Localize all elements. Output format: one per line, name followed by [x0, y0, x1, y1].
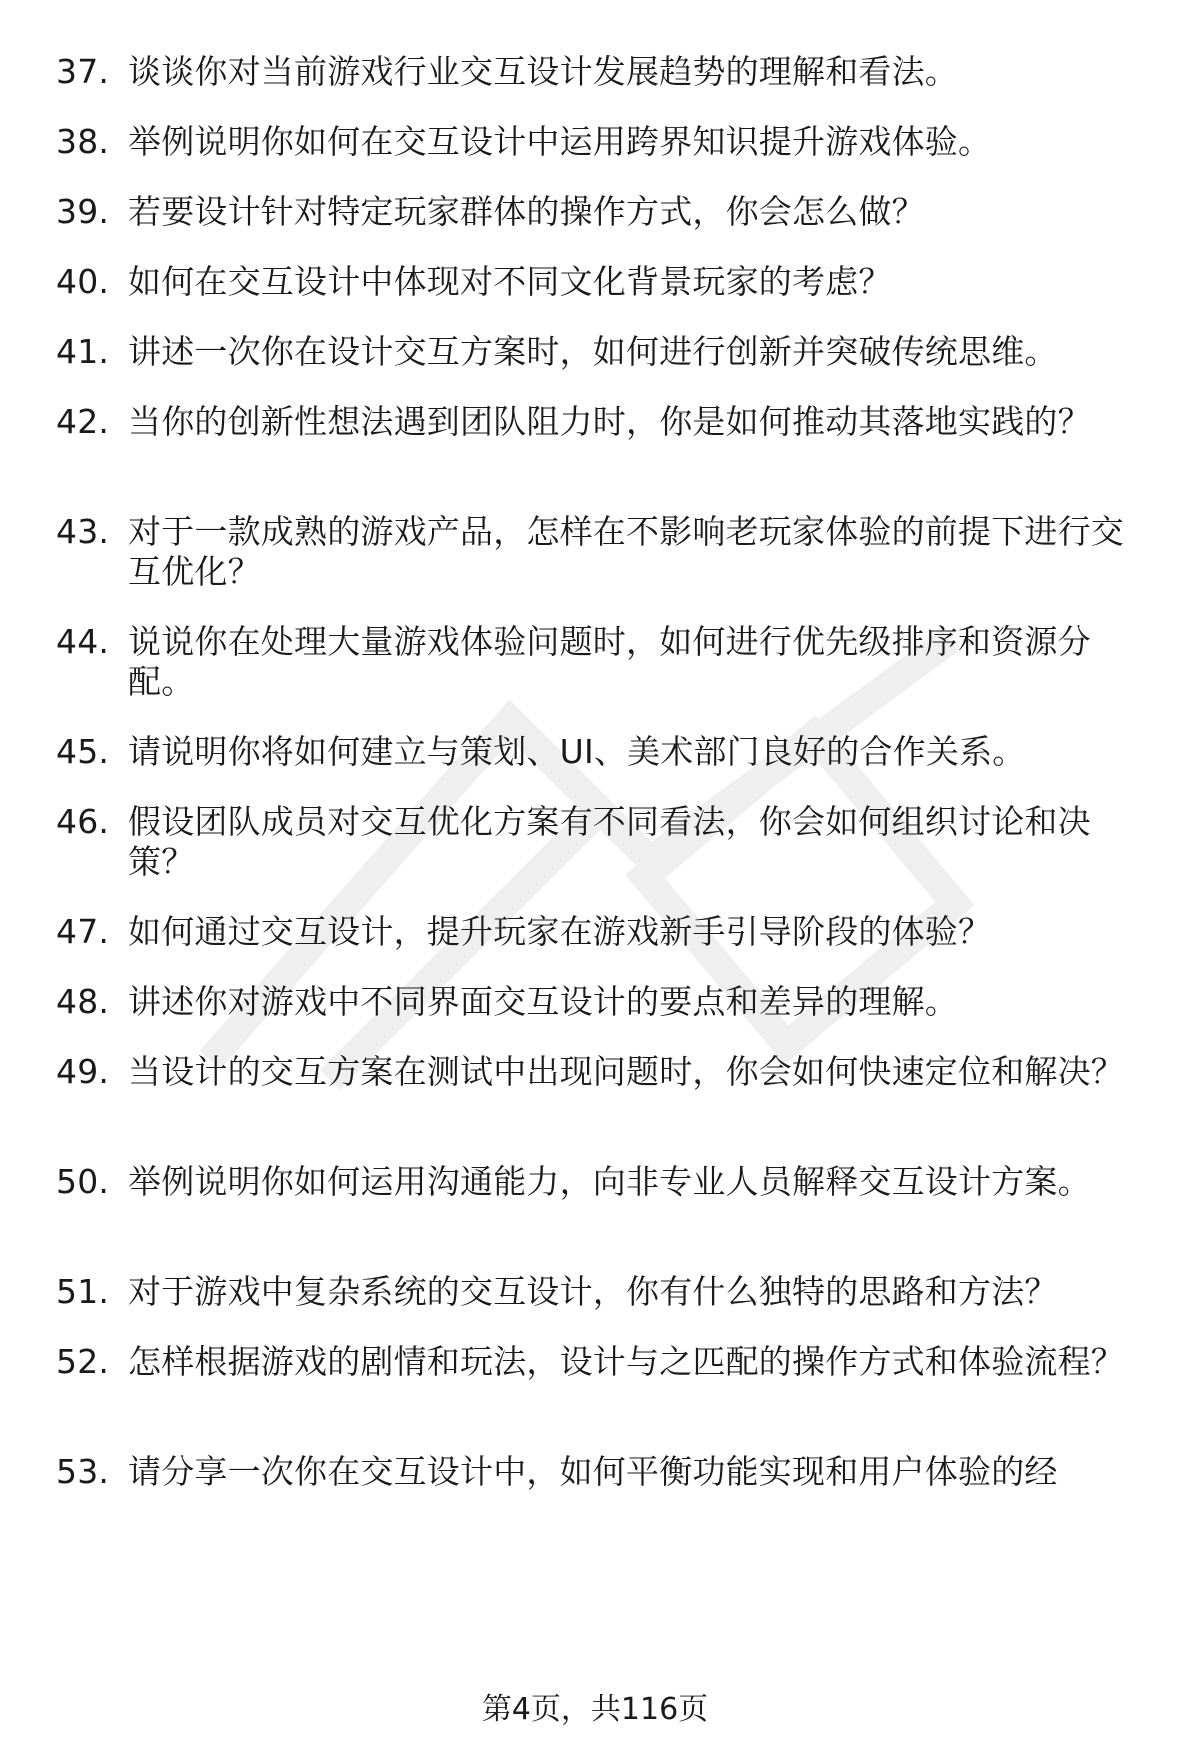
- page-footer: 第4页，共116页: [481, 1692, 709, 1727]
- item-text: 讲述一次你在设计交互方案时，如何进行创新并突破传统思维。: [128, 332, 1058, 371]
- list-item: [56, 52, 1156, 92]
- list-item: [56, 622, 1156, 702]
- list-item: [56, 402, 1156, 442]
- item-number: 45.: [56, 732, 110, 771]
- list-item: [56, 122, 1156, 162]
- list-item: [56, 982, 1156, 1022]
- list-item: [56, 1272, 1156, 1312]
- item-number: 53.: [56, 1452, 110, 1491]
- item-number: 37.: [56, 52, 110, 91]
- item-text: 谈谈你对当前游戏行业交互设计发展趋势的理解和看法。: [128, 52, 958, 91]
- item-text: 假设团队成员对交互优化方案有不同看法，你会如何组织讨论和决策？: [128, 802, 1091, 881]
- item-number: 46.: [56, 802, 110, 841]
- item-number: 50.: [56, 1162, 110, 1201]
- item-number: 38.: [56, 122, 110, 161]
- list-item: [56, 262, 1156, 302]
- item-text: 请说明你将如何建立与策划、UI、美术部门良好的合作关系。: [128, 732, 1026, 771]
- item-number: 43.: [56, 512, 110, 551]
- item-number: 42.: [56, 402, 110, 441]
- list-item: [56, 1452, 1156, 1492]
- list-item: [56, 512, 1156, 592]
- item-number: 44.: [56, 622, 110, 661]
- item-text: 如何在交互设计中体现对不同文化背景玩家的考虑？: [128, 262, 892, 301]
- item-text: 当你的创新性想法遇到团队阻力时，你是如何推动其落地实践的？: [128, 402, 1091, 441]
- item-text: 举例说明你如何运用沟通能力，向非专业人员解释交互设计方案。: [128, 1162, 1091, 1201]
- item-text: 举例说明你如何在交互设计中运用跨界知识提升游戏体验。: [128, 122, 992, 161]
- item-text: 请分享一次你在交互设计中，如何平衡功能实现和用户体验的经: [128, 1452, 1058, 1491]
- item-number: 51.: [56, 1272, 110, 1311]
- list-item: [56, 912, 1156, 952]
- item-number: 49.: [56, 1052, 110, 1091]
- item-text: 如何通过交互设计，提升玩家在游戏新手引导阶段的体验？: [128, 912, 992, 951]
- item-text: 若要设计针对特定玩家群体的操作方式，你会怎么做？: [128, 192, 925, 231]
- list-item: [56, 332, 1156, 372]
- list-item: [56, 1162, 1156, 1202]
- list-item: [56, 802, 1156, 882]
- item-text: 怎样根据游戏的剧情和玩法，设计与之匹配的操作方式和体验流程？: [128, 1342, 1124, 1381]
- item-number: 40.: [56, 262, 110, 301]
- list-item: [56, 1052, 1156, 1092]
- item-number: 48.: [56, 982, 110, 1021]
- item-number: 41.: [56, 332, 110, 371]
- item-number: 47.: [56, 912, 110, 951]
- item-text: 讲述你对游戏中不同界面交互设计的要点和差异的理解。: [128, 982, 958, 1021]
- list-item: [56, 1342, 1156, 1382]
- item-text: 对于一款成熟的游戏产品，怎样在不影响老玩家体验的前提下进行交互优化？: [128, 512, 1124, 591]
- item-number: 52.: [56, 1342, 110, 1381]
- list-item: [56, 192, 1156, 232]
- item-number: 39.: [56, 192, 110, 231]
- list-item: [56, 732, 1156, 772]
- item-text: 当设计的交互方案在测试中出现问题时，你会如何快速定位和解决？: [128, 1052, 1124, 1091]
- item-text: 对于游戏中复杂系统的交互设计，你有什么独特的思路和方法？: [128, 1272, 1058, 1311]
- item-text: 说说你在处理大量游戏体验问题时，如何进行优先级排序和资源分配。: [128, 622, 1091, 701]
